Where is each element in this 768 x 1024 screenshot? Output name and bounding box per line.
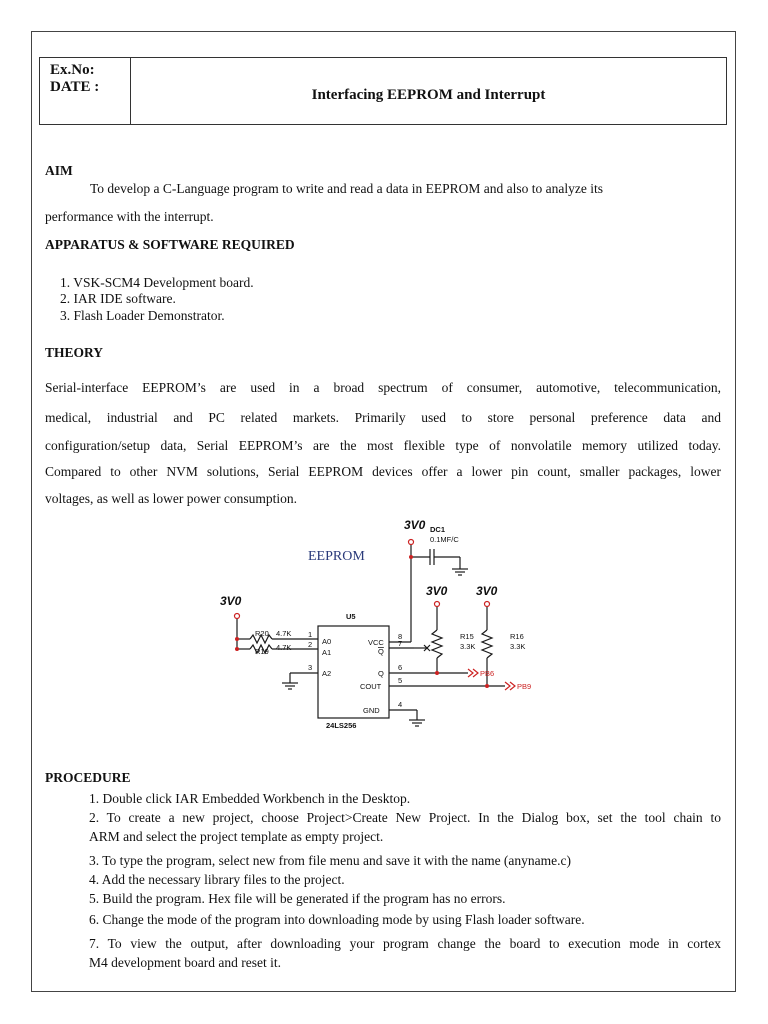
vcc-left-label: 3V0 — [220, 594, 242, 608]
procedure-step: 2. To create a new project, choose Project>Create New Project. In the Dialog box, set the tool chain to — [89, 810, 721, 825]
page-border — [31, 31, 736, 992]
pin-number: 4 — [398, 700, 403, 709]
theory-line: Serial-interface EEPROM’s are used in a broad spectrum of consumer, automotive, telecommunication, — [45, 380, 721, 395]
procedure-step: 1. Double click IAR Embedded Workbench in the Desktop. — [89, 791, 411, 806]
aim-text-line1: To develop a C-Language program to write and read a data in EEPROM and also to analyze its — [90, 181, 604, 196]
r20-value: 4.7K — [276, 629, 292, 638]
apparatus-heading: APPARATUS & SOFTWARE REQUIRED — [45, 237, 295, 252]
theory-line: voltages, as well as lower power consumption. — [45, 491, 297, 506]
pin-number: 5 — [398, 676, 403, 685]
pin-number: 3 — [308, 663, 313, 672]
header-left-cell — [40, 58, 131, 124]
apparatus-item: 1. VSK-SCM4 Development board. — [60, 275, 254, 290]
vcc-r15-label: 3V0 — [426, 584, 448, 598]
r16-label: R16 — [510, 632, 524, 641]
pin-gnd-label: GND — [363, 706, 380, 715]
pin-number: 2 — [308, 640, 313, 649]
date-label: DATE : — [50, 79, 100, 95]
procedure-step: 3. To type the program, select new from file menu and save it with the name (anyname.c) — [89, 853, 572, 868]
theory-line: configuration/setup data, Serial EEPROM’s are the most flexible type of nonvolatile memory utilized today. — [45, 438, 721, 453]
procedure-step: 4. Add the necessary library files to the project. — [89, 872, 345, 887]
pin-cout-label: COUT — [360, 682, 382, 691]
pin-qbar-label: Q — [378, 647, 384, 656]
net-pb9-label: PB9 — [517, 682, 532, 691]
r16-value: 3.3K — [510, 642, 526, 651]
theory-line: medical, industrial and PC related markets. Primarily used to store personal preference data and — [45, 410, 721, 425]
procedure-step: 5. Build the program. Hex file will be generated if the program has no errors. — [89, 891, 506, 906]
theory-heading: THEORY — [45, 345, 104, 360]
procedure-step-cont: M4 development board and reset it. — [89, 955, 281, 970]
pin-number: 1 — [308, 630, 313, 639]
r19-value: 4.7K — [276, 643, 292, 652]
cap-value-label: 0.1MF/C — [430, 535, 459, 544]
vcc-top-label: 3V0 — [404, 518, 426, 532]
chip-part-label: 24LS256 — [326, 721, 357, 730]
r15-label: R15 — [460, 632, 474, 641]
procedure-step: 7. To view the output, after downloading your program change the board to execution mode in cortex — [89, 936, 721, 951]
pin-a2-label: A2 — [322, 669, 332, 678]
vcc-r16-label: 3V0 — [476, 584, 498, 598]
apparatus-item: 2. IAR IDE software. — [60, 291, 176, 306]
procedure-step: 6. Change the mode of the program into downloading mode by using Flash loader software. — [89, 912, 585, 927]
experiment-title: Interfacing EEPROM and Interrupt — [311, 87, 546, 103]
net-pb6-label: PB6 — [480, 669, 495, 678]
procedure-step-cont: ARM and select the project template as empty project. — [89, 829, 384, 844]
apparatus-item: 3. Flash Loader Demonstrator. — [60, 308, 225, 323]
pin-number: 8 — [398, 632, 403, 641]
r15-value: 3.3K — [460, 642, 476, 651]
eeprom-schematic — [200, 515, 560, 740]
pin-a1-label: A1 — [322, 648, 332, 657]
cap-ref-label: DC1 — [430, 525, 446, 534]
r20-label: R20 — [255, 629, 269, 638]
pin-a0-label: A0 — [322, 637, 332, 646]
theory-line: Compared to other NVM solutions, Serial EEPROM devices offer a lower pin count, smaller packages, lower — [45, 464, 721, 479]
chip-ref-label: U5 — [346, 612, 356, 621]
exno-label: Ex.No: — [50, 62, 95, 78]
aim-text-line2: performance with the interrupt. — [45, 209, 214, 224]
aim-heading: AIM — [45, 163, 73, 178]
pin-q-label: Q — [378, 669, 384, 678]
pin-number: 6 — [398, 663, 403, 672]
procedure-heading: PROCEDURE — [45, 770, 131, 785]
r19-label: R19 — [255, 647, 269, 656]
schematic-title: EEPROM — [308, 549, 365, 564]
pin-vcc-label: VCC — [368, 638, 384, 647]
pin-number: 7 — [398, 639, 403, 648]
header-table — [39, 57, 727, 125]
